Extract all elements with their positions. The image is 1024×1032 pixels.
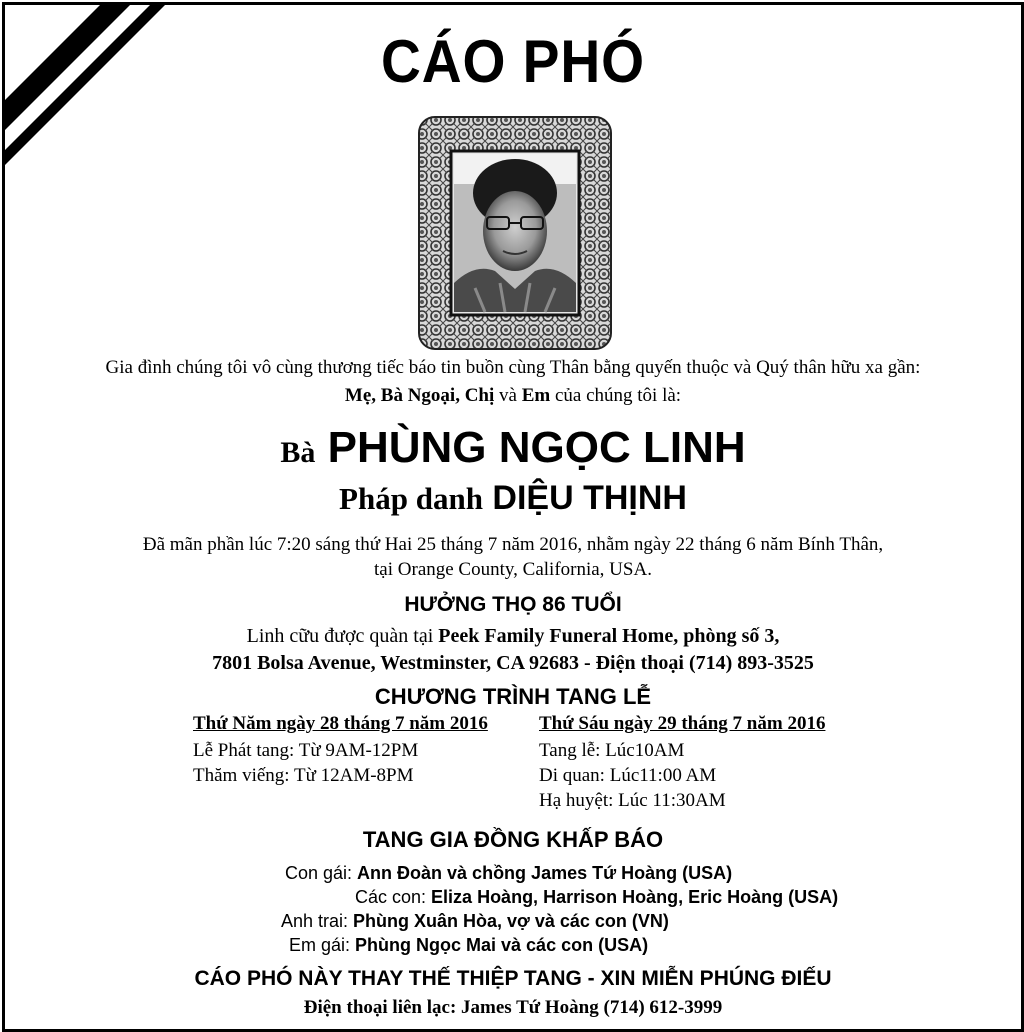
contact-line: Điện thoại liên lạc: James Tứ Hoàng (714) 612-3999: [303, 997, 723, 1018]
portrait-photo: [454, 154, 576, 312]
funeral-home-name: Peek Family Funeral Home, phòng số 3,: [438, 625, 780, 647]
family-value: Ann Đoàn và chồng James Tứ Hoàng (USA): [357, 863, 733, 883]
dharma-name: DIỆU THỊNH: [492, 479, 687, 517]
program-title: CHƯƠNG TRÌNH TANG LỄ: [374, 684, 652, 709]
death-line-1: Đã mãn phần lúc 7:20 sáng thứ Hai 25 tháng 7 năm 2016, nhằm ngày 22 tháng 6 năm Bính Thân,: [142, 534, 884, 555]
schedule-day-1: [193, 712, 488, 788]
deceased-name: PHÙNG NGỌC LINH: [327, 423, 746, 472]
death-line-2: tại Orange County, California, USA.: [374, 559, 652, 580]
family-value: Eliza Hoàng, Harrison Hoàng, Eric Hoàng (USA): [431, 887, 839, 907]
intro-line: Gia đình chúng tôi vô cùng thương tiếc báo tin buồn cùng Thân bằng quyến thuộc và Quý thân hữu xa gần:: [105, 357, 921, 378]
family-value: Phùng Xuân Hòa, vợ và các con (VN): [353, 911, 669, 931]
age-line: HƯỞNG THỌ 86 TUỔI: [404, 593, 622, 616]
family-label: Các con:: [355, 887, 432, 907]
schedule-item: Tang lễ: Lúc10AM: [539, 740, 685, 761]
dharma-name-line: [5, 479, 1021, 518]
relations-bold-2: Em: [521, 385, 551, 406]
funeral-home-prefix: Linh cữu được quàn tại: [246, 625, 439, 647]
funeral-home-address: 7801 Bolsa Avenue, Westminster, CA 92683 - Điện thoại (714) 893-3525: [212, 652, 814, 674]
family-label: Con gái:: [285, 863, 358, 883]
schedule-item: Lễ Phát tang: Từ 9AM-12PM: [193, 740, 419, 761]
schedule-day-1-date: Thứ Năm ngày 28 tháng 7 năm 2016: [193, 713, 488, 734]
mourners-title: TANG GIA ĐỒNG KHẤP BÁO: [362, 827, 664, 852]
schedule-item: Di quan: Lúc11:00 AM: [539, 765, 717, 786]
family-row-children: [355, 885, 838, 909]
schedule-day-2-date: Thứ Sáu ngày 29 tháng 7 năm 2016: [539, 713, 826, 734]
obituary-page: [2, 2, 1024, 1032]
deceased-prefix: Bà: [280, 436, 316, 469]
relations-line: [5, 385, 1021, 407]
family-row-sister: [289, 933, 648, 957]
relations-bold-1: Mẹ, Bà Ngoại, Chị: [344, 385, 495, 406]
schedule-item: Thăm viếng: Từ 12AM-8PM: [193, 765, 414, 786]
portrait-frame: [415, 113, 615, 353]
family-value: Phùng Ngọc Mai và các con (USA): [355, 935, 649, 955]
relations-mid: và: [494, 385, 522, 406]
dharma-label: Pháp danh: [339, 481, 483, 516]
family-row-brother: [281, 909, 669, 933]
family-label: Anh trai:: [281, 911, 354, 931]
schedule-day-2: [539, 712, 825, 813]
family-row-daughter: [285, 861, 732, 885]
notice-line: CÁO PHÓ NÀY THAY THẾ THIỆP TANG - XIN MIỄN PHÚNG ĐIẾU: [194, 967, 832, 990]
deceased-name-line: [5, 423, 1021, 473]
funeral-home-line: [5, 625, 1021, 648]
relations-rest: của chúng tôi là:: [550, 385, 682, 406]
schedule-item: Hạ huyệt: Lúc 11:30AM: [539, 790, 726, 811]
family-label: Em gái:: [289, 935, 356, 955]
page-title: CÁO PHÓ: [380, 28, 646, 95]
